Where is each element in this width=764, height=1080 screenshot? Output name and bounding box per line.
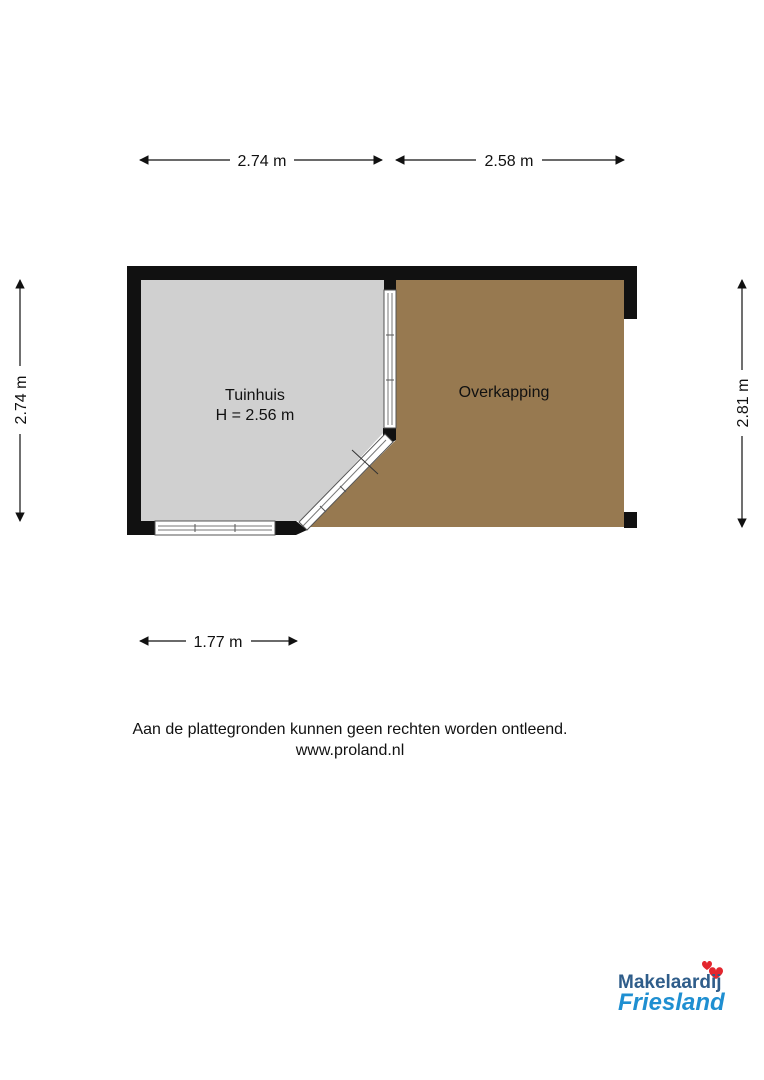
dimension-right — [735, 280, 752, 527]
dimension-left-label: 2.74 m — [13, 375, 30, 425]
dimension-left — [13, 280, 30, 521]
room-label-tuinhuis: Tuinhuis — [225, 387, 285, 404]
website-link[interactable]: www.proland.nl — [295, 742, 405, 759]
window-bottom — [155, 521, 275, 535]
dimension-top-right-label: 2.58 m — [484, 153, 534, 170]
dimension-top-left — [140, 153, 382, 170]
dimension-bottom — [140, 634, 297, 651]
dimension-right-label: 2.81 m — [735, 378, 752, 428]
room-label-overkapping: Overkapping — [458, 384, 550, 401]
logo-line2: Friesland — [618, 989, 725, 1016]
dimension-bottom-label: 1.77 m — [193, 634, 243, 651]
window-right — [384, 290, 396, 428]
dimension-top-left-label: 2.74 m — [237, 153, 287, 170]
disclaimer-text: Aan de plattegronden kunnen geen rechten worden ontleend. — [132, 721, 568, 738]
logo-line1: Makelaardij — [618, 972, 722, 993]
dimension-top-right — [396, 153, 624, 170]
makelaardij-friesland-logo — [612, 958, 742, 1018]
room-height-tuinhuis: H = 2.56 m — [215, 407, 295, 424]
